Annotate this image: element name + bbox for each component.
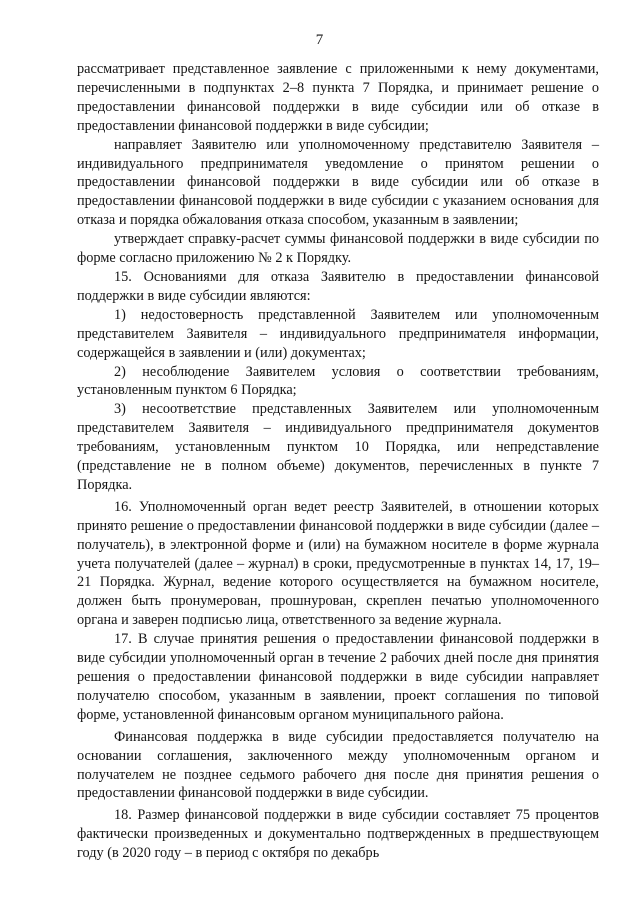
paragraph: Финансовая поддержка в виде субсидии предоставляется получателю на основании соглашения, заключенного между уполномоченным органом и получателем не позднее седьмого рабочего дня после дня принятия решения о предоставлении финансовой поддержки в виде субсидии. [77, 728, 599, 802]
paragraph: направляет Заявителю или уполномоченному представителю Заявителя – индивидуального предпринимателя уведомление о принятом решении о предоставлении финансовой поддержки в виде субсидии или об отказе в предоставлении финансовой поддержки в виде субсидии с указанием основания для отказа и порядка обжалования отказа способом, указанным в заявлении; [77, 136, 599, 229]
paragraph: 18. Размер финансовой поддержки в виде субсидии составляет 75 процентов фактически произведенных и документально подтвержденных в предшествующем году (в 2020 году – в период с октября по декабрь [77, 807, 599, 862]
paragraph: 17. В случае принятия решения о предоставлении финансовой поддержки в виде субсидии уполномоченный орган в течение 2 рабочих дней после дня принятия решения о предоставлении финансовой поддержки в виде субсидии направляет получателю способом, указанным в заявлении, проект соглашения по типовой форме, установленной финансовым органом муниципального района. [77, 631, 599, 723]
paragraph: 3) несоответствие представленных Заявителем или уполномоченным представителем Заявителя – индивидуального предпринимателя документов требованиям, установленным пунктом 10 Порядка, или непредставление (представление не в полном объеме) документов, перечисленных в пункте 7 Порядка. [77, 401, 599, 493]
paragraph: 1) недостоверность представленной Заявителем или уполномоченным представителем Заявителя – индивидуального предпринимателя информации, содержащейся в заявлении и (или) документах; [77, 306, 599, 361]
paragraph: 16. Уполномоченный орган ведет реестр Заявителей, в отношении которых принято решение о предоставлении финансовой поддержки в виде субсидии (далее – получатель), в электронной форме и (или) на бумажном носителе в форме журнала учета получателей (далее – журнал) в сроки, предусмотренные в пунктах 14, 17, 19–21 Порядка. Журнал, ведение которого осуществляется на бумажном носителе, должен быть пронумерован, прошнурован, скреплен печатью уполномоченного органа и заверен подписью лица, ответственного за ведение журнала. [77, 498, 599, 629]
page-number: 7 [315, 32, 324, 48]
paragraph: 2) несоблюдение Заявителем условия о соответствии требованиям, установленным пунктом 6 Порядка; [77, 363, 599, 399]
paragraph: рассматривает представленное заявление с приложенными к нему документами, перечисленными в подпунктах 2–8 пункта 7 Порядка, и принимает решение о предоставлении финансовой поддержки в виде субсидии или об отказе в предоставлении финансовой поддержки в виде субсидии; [77, 61, 599, 134]
paragraph: утверждает справку-расчет суммы финансовой поддержки в виде субсидии по форме согласно приложению № 2 к Порядку. [77, 231, 599, 267]
document-body [77, 60, 599, 863]
paragraph: 15. Основаниями для отказа Заявителю в предоставлении финансовой поддержки в виде субсидии являются: [77, 268, 599, 304]
